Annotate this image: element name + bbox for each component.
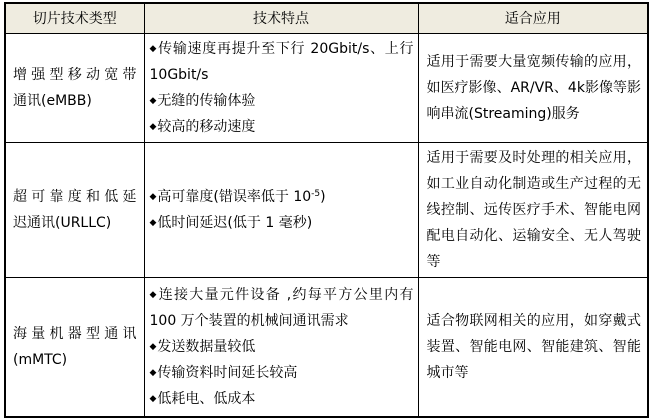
category-line: 迟通讯(URLLC)	[13, 215, 112, 231]
feature-item	[150, 334, 414, 360]
table-header-row	[5, 3, 648, 34]
applications-cell: 适用于需要大量宽频传输的应用，如医疗影像、AR/VR、4k影像等影响串流(Streaming)服务	[418, 34, 648, 143]
category-cell	[5, 34, 144, 143]
feature-text: 较高的移动速度	[157, 119, 256, 135]
table-row	[5, 278, 648, 417]
diamond-bullet-icon: ◆	[149, 44, 157, 54]
feature-item	[150, 210, 414, 236]
feature-item	[150, 184, 414, 210]
diamond-bullet-icon: ◆	[149, 218, 157, 228]
feature-text: )	[320, 189, 326, 205]
diamond-bullet-icon: ◆	[149, 341, 157, 352]
feature-text: 连接大量元件设备 ,约每平方公里内有 100 万个装置的机械间通讯需求	[149, 286, 414, 329]
header-technical-features: 技术特点	[144, 3, 418, 34]
diamond-bullet-icon: ◆	[149, 122, 157, 132]
slicing-technology-table	[4, 2, 649, 418]
table-row	[5, 143, 648, 278]
feature-item	[150, 114, 414, 140]
category-line: 通讯(eMBB)	[13, 93, 92, 109]
header-suitable-applications: 适合应用	[418, 3, 648, 34]
feature-text: 无缝的传输体验	[157, 93, 256, 109]
feature-text: 发送数据量较低	[157, 338, 256, 355]
feature-text: 传输速度再提升至下行 20Gbit/s、上行 10Gbit/s	[149, 41, 414, 83]
feature-item	[150, 386, 414, 412]
category-line: 超可靠度和低延	[13, 189, 137, 205]
feature-item	[150, 36, 414, 88]
applications-cell: 适合物联网相关的应用，如穿戴式装置、智能电网、智能建筑、智能城市等	[418, 278, 648, 417]
diamond-bullet-icon: ◆	[149, 96, 157, 106]
superscript-text: -5	[311, 189, 321, 199]
features-cell	[144, 34, 418, 143]
applications-cell: 适用于需要及时处理的相关应用，如工业自动化制造或生产过程的无线控制、远传医疗手术、智能电网配电自动化、运输安全、无人驾驶等	[418, 143, 648, 278]
header-slicing-type: 切片技术类型	[5, 3, 144, 34]
feature-text: 低耗电、低成本	[157, 390, 256, 407]
category-cell	[5, 143, 144, 278]
category-line: 海量机器型通讯	[13, 325, 137, 342]
diamond-bullet-icon: ◆	[149, 289, 157, 300]
features-cell	[144, 278, 418, 417]
diamond-bullet-icon: ◆	[149, 367, 157, 378]
category-cell	[5, 278, 144, 417]
features-cell	[144, 143, 418, 278]
diamond-bullet-icon: ◆	[149, 393, 157, 404]
feature-text: 高可靠度(错误率低于 10	[157, 189, 312, 205]
category-line: (mMTC)	[13, 351, 68, 368]
feature-item	[150, 88, 414, 114]
feature-item	[150, 360, 414, 386]
category-line: 增强型移动宽带	[13, 67, 137, 83]
table-body	[5, 34, 648, 417]
feature-item	[150, 282, 414, 334]
feature-text: 传输资料时间延长较高	[157, 364, 298, 381]
table-row	[5, 34, 648, 143]
diamond-bullet-icon: ◆	[149, 192, 157, 202]
feature-text: 低时间延迟(低于 1 毫秒)	[157, 215, 313, 231]
